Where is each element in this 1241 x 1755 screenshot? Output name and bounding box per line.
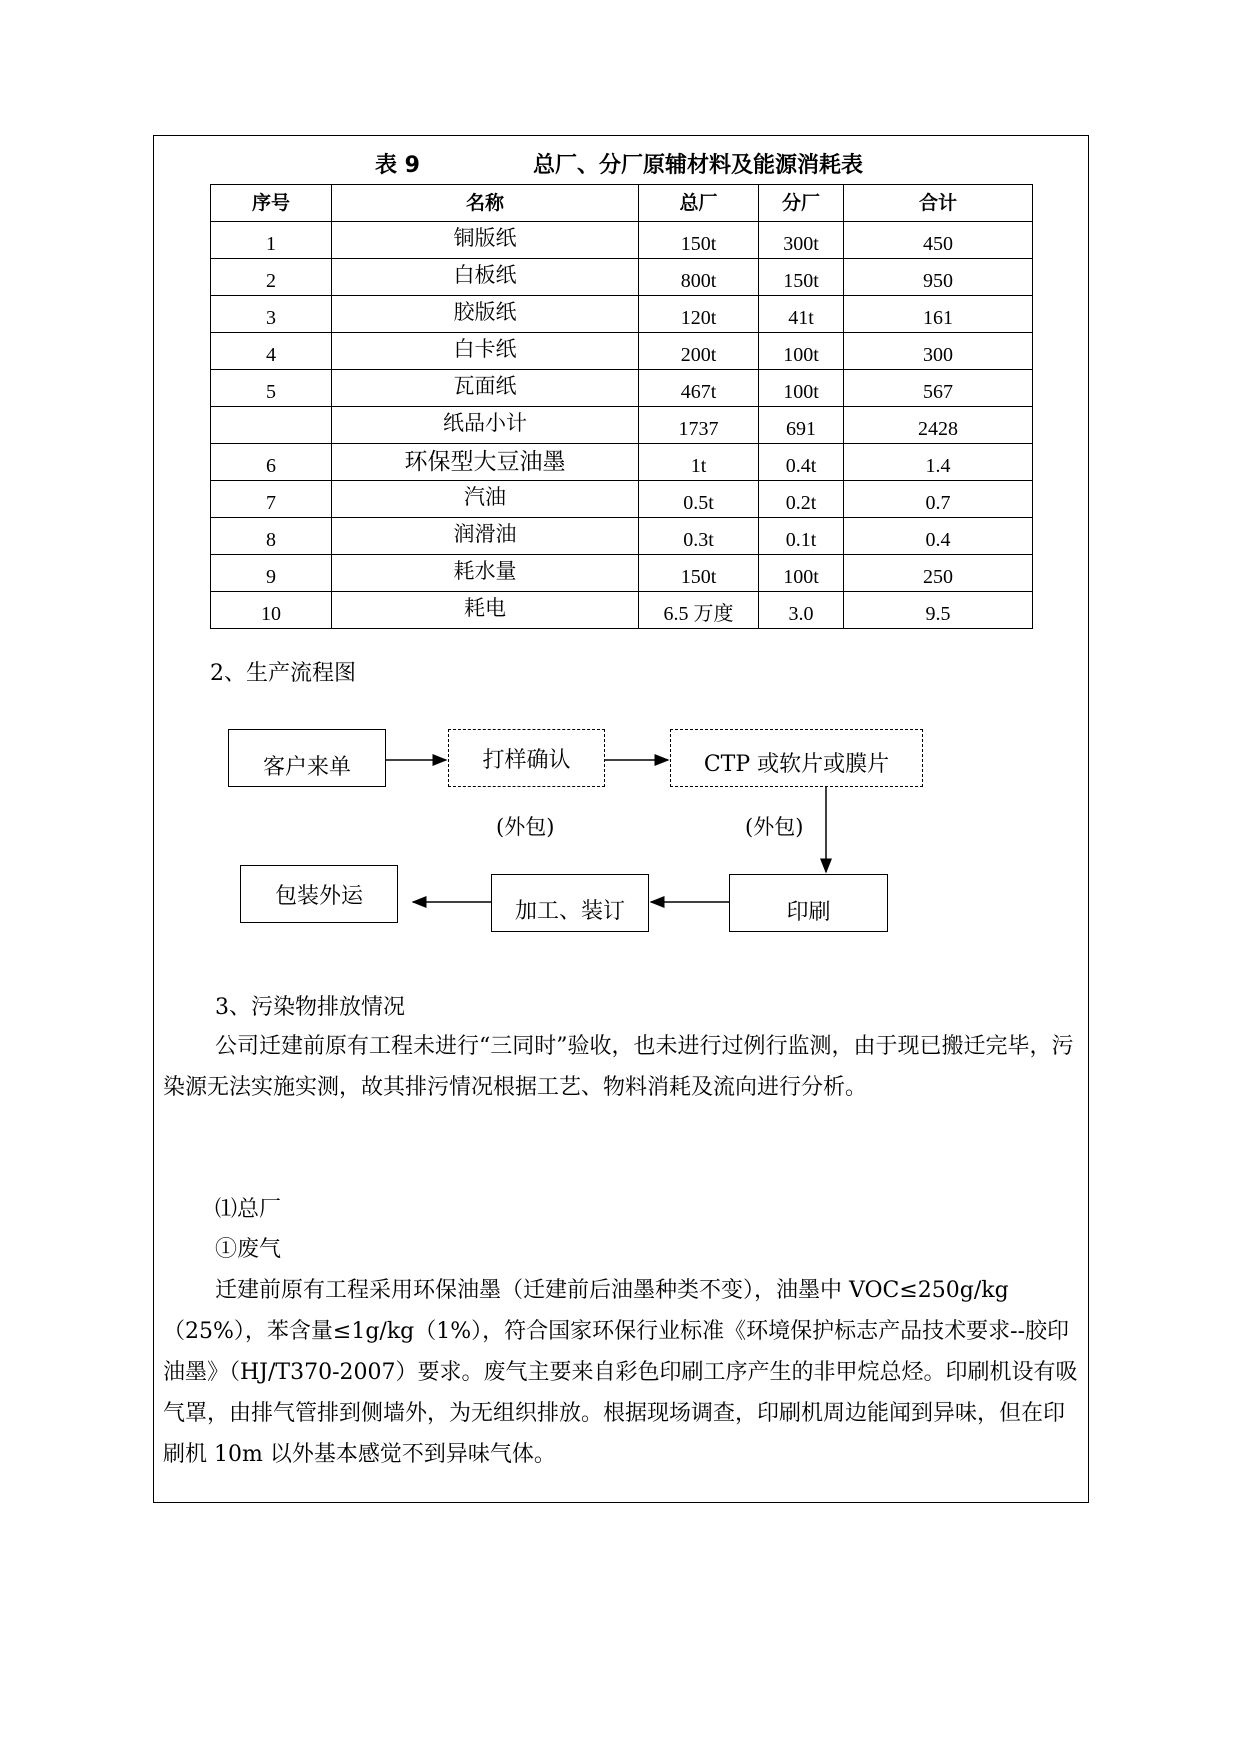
- cell-total: 161: [844, 296, 1033, 333]
- col-header-no: 序号: [211, 185, 332, 222]
- cell-branch: 100t: [759, 370, 844, 407]
- cell-name: 胶版纸: [332, 296, 639, 333]
- cell-total: 300: [844, 333, 1033, 370]
- table-name: 总厂、分厂原辅材料及能源消耗表: [533, 153, 864, 178]
- cell-no: 7: [211, 481, 332, 518]
- section-3-heading: 3、污染物排放情况: [215, 995, 405, 1020]
- flow-step-ctp: CTP 或软片或膜片: [670, 729, 923, 787]
- flow-step-processing: 加工、装订: [491, 874, 649, 932]
- cell-branch: 0.1t: [759, 518, 844, 555]
- cell-main: 150t: [639, 222, 759, 259]
- flow-step-printing: 印刷: [729, 874, 888, 932]
- cell-total: 0.4: [844, 518, 1033, 555]
- cell-no: 1: [211, 222, 332, 259]
- cell-name: 瓦面纸: [332, 370, 639, 407]
- waste-gas-paragraph: 迁建前原有工程采用环保油墨（迁建前后油墨种类不变），油墨中 VOC≤250g/kg（25%），苯含量≤1g/kg（1%），符合国家环保行业标准《环境保护标志产品技术要求--胶印油墨》（HJ/T370-2007）要求。废气主要来自彩色印刷工序产生的非甲烷总烃。印刷机设有吸气罩，由排气管排到侧墙外，为无组织排放。根据现场调查，印刷机周边能闻到异味，但在印刷机 10m 以外基本感觉不到异味气体。: [163, 1278, 1078, 1467]
- cell-branch: 3.0: [759, 592, 844, 629]
- section-2-heading: 2、生产流程图: [210, 661, 356, 686]
- cell-name: 润滑油: [332, 518, 639, 555]
- cell-main: 150t: [639, 555, 759, 592]
- cell-main: 1737: [639, 407, 759, 444]
- cell-main: 467t: [639, 370, 759, 407]
- col-header-name: 名称: [332, 185, 639, 222]
- cell-branch: 300t: [759, 222, 844, 259]
- cell-no: 8: [211, 518, 332, 555]
- cell-main: 800t: [639, 259, 759, 296]
- cell-main: 1t: [639, 444, 759, 481]
- cell-name: 耗电: [332, 592, 639, 629]
- cell-name: 白卡纸: [332, 333, 639, 370]
- cell-total: 9.5: [844, 592, 1033, 629]
- cell-total: 0.7: [844, 481, 1033, 518]
- col-header-total: 合计: [844, 185, 1033, 222]
- flow-note-outsourced-1: (外包): [496, 815, 555, 839]
- cell-branch: 0.4t: [759, 444, 844, 481]
- cell-main: 6.5 万度: [639, 592, 759, 629]
- flow-note-outsourced-2: (外包): [745, 815, 804, 839]
- cell-name: 白板纸: [332, 259, 639, 296]
- subsection-waste-gas: ①废气: [215, 1237, 282, 1262]
- cell-branch: 100t: [759, 333, 844, 370]
- cell-no: 4: [211, 333, 332, 370]
- cell-no: 3: [211, 296, 332, 333]
- cell-no: 6: [211, 444, 332, 481]
- cell-branch: 41t: [759, 296, 844, 333]
- flow-step-customer-order: 客户来单: [228, 729, 386, 787]
- cell-total: 2428: [844, 407, 1033, 444]
- section-3-intro: 公司迁建前原有工程未进行“三同时”验收，也未进行过例行监测，由于现已搬迁完毕，污染源无法实施实测，故其排污情况根据工艺、物料消耗及流向进行分析。: [163, 1034, 1074, 1100]
- cell-branch: 691: [759, 407, 844, 444]
- cell-no: 5: [211, 370, 332, 407]
- cell-branch: 100t: [759, 555, 844, 592]
- cell-no: 10: [211, 592, 332, 629]
- cell-name: 铜版纸: [332, 222, 639, 259]
- cell-name: 汽油: [332, 481, 639, 518]
- cell-main: 0.3t: [639, 518, 759, 555]
- cell-no: 9: [211, 555, 332, 592]
- col-header-main: 总厂: [639, 185, 759, 222]
- cell-branch: 0.2t: [759, 481, 844, 518]
- flow-step-packing: 包装外运: [240, 865, 398, 923]
- cell-name: 纸品小计: [332, 407, 639, 444]
- cell-main: 200t: [639, 333, 759, 370]
- cell-name: 耗水量: [332, 555, 639, 592]
- cell-branch: 150t: [759, 259, 844, 296]
- table-number: 表 9: [375, 153, 420, 178]
- cell-no: 2: [211, 259, 332, 296]
- cell-total: 1.4: [844, 444, 1033, 481]
- cell-total: 450: [844, 222, 1033, 259]
- cell-total: 950: [844, 259, 1033, 296]
- flow-step-proof-confirm: 打样确认: [448, 729, 605, 787]
- cell-main: 120t: [639, 296, 759, 333]
- cell-name: 环保型大豆油墨: [332, 444, 639, 481]
- cell-total: 567: [844, 370, 1033, 407]
- col-header-branch: 分厂: [759, 185, 844, 222]
- cell-total: 250: [844, 555, 1033, 592]
- subsection-main-factory: ⑴总厂: [215, 1197, 282, 1222]
- cell-main: 0.5t: [639, 481, 759, 518]
